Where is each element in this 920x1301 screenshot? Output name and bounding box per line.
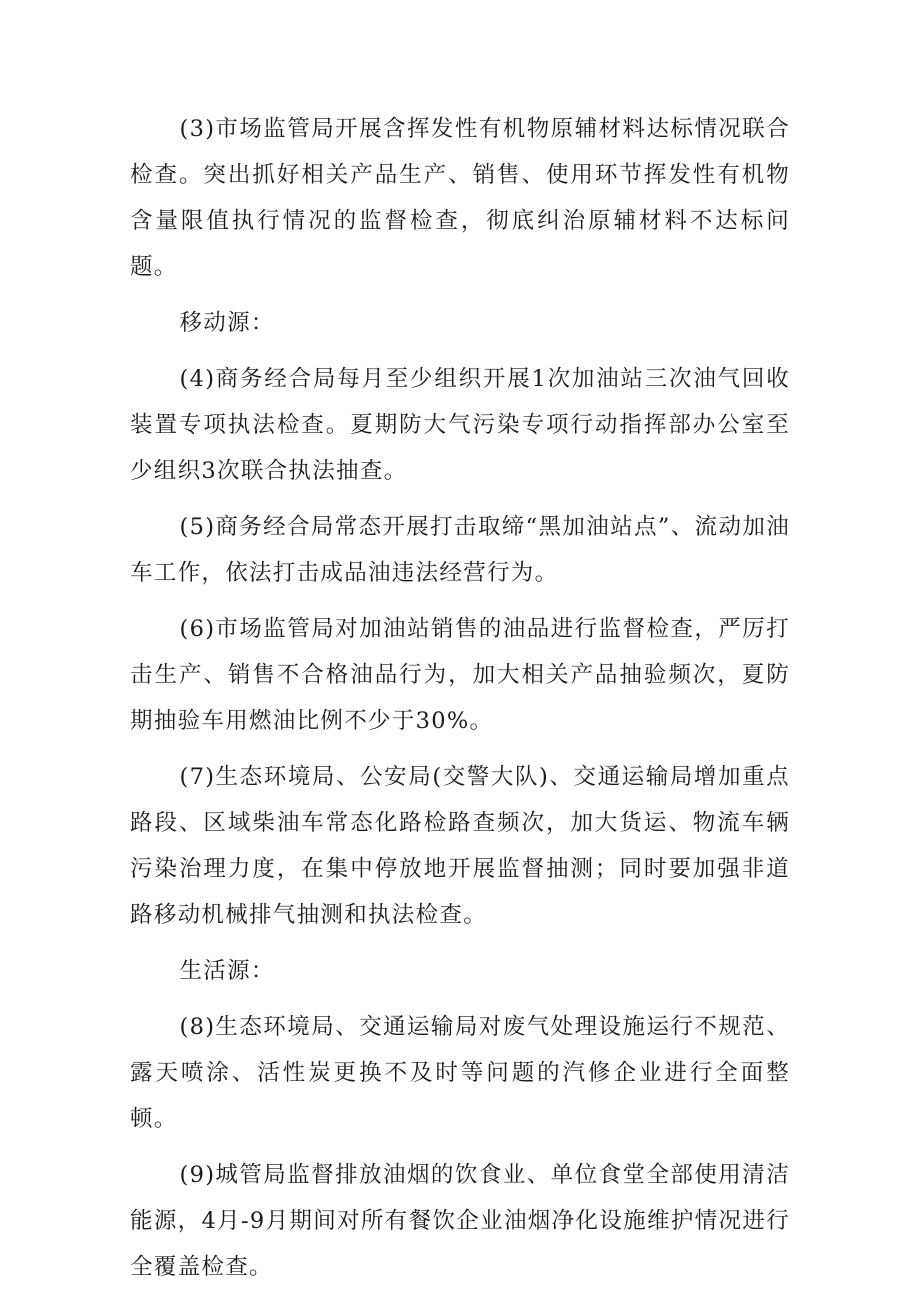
paragraph-item-3: (3)市场监管局开展含挥发性有机物原辅材料达标情况联合检查。突出抓好相关产品生产、销售、使用环节挥发性有机物含量限值执行情况的监督检查，彻底纠治原辅材料不达标问题。 (130, 116, 790, 280)
document-body (130, 106, 790, 1300)
section-heading-mobile-source: 移动源： (179, 310, 275, 336)
paragraph-item-4: (4)商务经合局每月至少组织开展1次加油站三次油气回收装置专项执法检查。夏期防大气污染专项行动指挥部办公室至少组织3次联合执法抽查。 (130, 366, 790, 484)
paragraph-item-5: (5)商务经合局常态开展打击取缔“黑加油站点”、流动加油车工作，依法打击成品油违法经营行为。 (130, 514, 790, 586)
paragraph-item-9: (9)城管局监督排放油烟的饮食业、单位食堂全部使用清洁能源，4月-9月期间对所有餐饮企业油烟净化设施维护情况进行全覆盖检查。 (130, 1162, 790, 1280)
paragraph-item-7: (7)生态环境局、公安局(交警大队)、交通运输局增加重点路段、区域柴油车常态化路检路查频次，加大货运、物流车辆污染治理力度，在集中停放地开展监督抽测；同时要加强非道路移动机械排气抽测和执法检查。 (130, 764, 790, 928)
paragraph-item-6: (6)市场监管局对加油站销售的油品进行监督检查，严厉打击生产、销售不合格油品行为，加大相关产品抽验频次，夏防期抽验车用燃油比例不少于30%。 (130, 616, 790, 734)
section-heading-living-source: 生活源： (179, 958, 275, 984)
paragraph-item-8: (8)生态环境局、交通运输局对废气处理设施运行不规范、露天喷涂、活性炭更换不及时等问题的汽修企业进行全面整顿。 (130, 1014, 790, 1132)
